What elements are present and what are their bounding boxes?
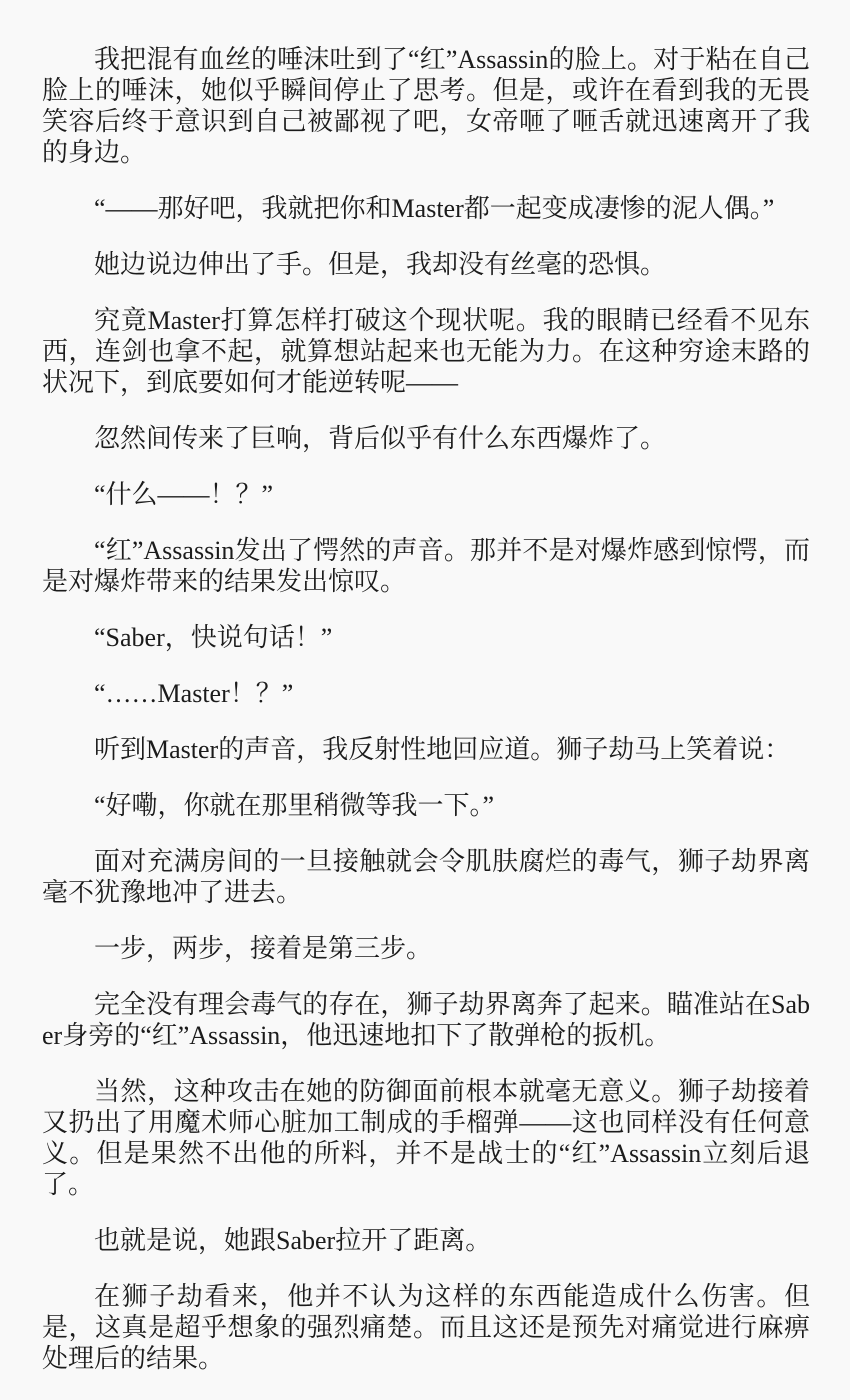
paragraph: 也就是说，她跟Saber拉开了距离。 bbox=[94, 1226, 492, 1255]
paragraph: 一步，两步，接着是第三步。 bbox=[94, 934, 433, 963]
novel-text bbox=[42, 44, 810, 1374]
paragraph: 她边说边伸出了手。但是，我却没有丝毫的恐惧。 bbox=[94, 250, 667, 279]
paragraph: 究竟Master打算怎样打破这个现状呢。我的眼睛已经看不见东西，连剑也拿不起，就算想站起来也无能为力。在这种穷途末路的状况下，到底要如何才能逆转呢—— bbox=[42, 306, 810, 397]
paragraph: “红”Assassin发出了愕然的声音。那并不是对爆炸感到惊愕，而是对爆炸带来的结果发出惊叹。 bbox=[42, 536, 810, 596]
paragraph: 完全没有理会毒气的存在，狮子劫界离奔了起来。瞄准站在Saber身旁的“红”Assassin，他迅速地扣下了散弹枪的扳机。 bbox=[42, 990, 810, 1050]
paragraph: “……Master！？” bbox=[94, 679, 294, 708]
paragraph: 忽然间传来了巨响，背后似乎有什么东西爆炸了。 bbox=[94, 424, 667, 453]
paragraph: “——那好吧，我就把你和Master都一起变成凄惨的泥人偶。” bbox=[94, 194, 775, 223]
paragraph: 当然，这种攻击在她的防御面前根本就毫无意义。狮子劫接着又扔出了用魔术师心脏加工制成的手榴弹——这也同样没有任何意义。但是果然不出他的所料，并不是战士的“红”Assassin立刻后退了。 bbox=[42, 1077, 810, 1199]
paragraph: 面对充满房间的一旦接触就会令肌肤腐烂的毒气，狮子劫界离毫不犹豫地冲了进去。 bbox=[42, 847, 810, 907]
paragraph: “Saber，快说句话！” bbox=[94, 623, 333, 652]
paragraph: “好嘞，你就在那里稍微等我一下。” bbox=[94, 791, 495, 820]
paragraph: 在狮子劫看来，他并不认为这样的东西能造成什么伤害。但是，这真是超乎想象的强烈痛楚。而且这还是预先对痛觉进行麻痹处理后的结果。 bbox=[42, 1282, 810, 1373]
paragraph: 我把混有血丝的唾沫吐到了“红”Assassin的脸上。对于粘在自己脸上的唾沫，她似乎瞬间停止了思考。但是，或许在看到我的无畏笑容后终于意识到自己被鄙视了吧，女帝咂了咂舌就迅速离开了我的身边。 bbox=[42, 45, 810, 167]
paragraph: “什么——！？” bbox=[94, 480, 274, 509]
paragraph: 听到Master的声音，我反射性地回应道。狮子劫马上笑着说： bbox=[94, 735, 791, 764]
